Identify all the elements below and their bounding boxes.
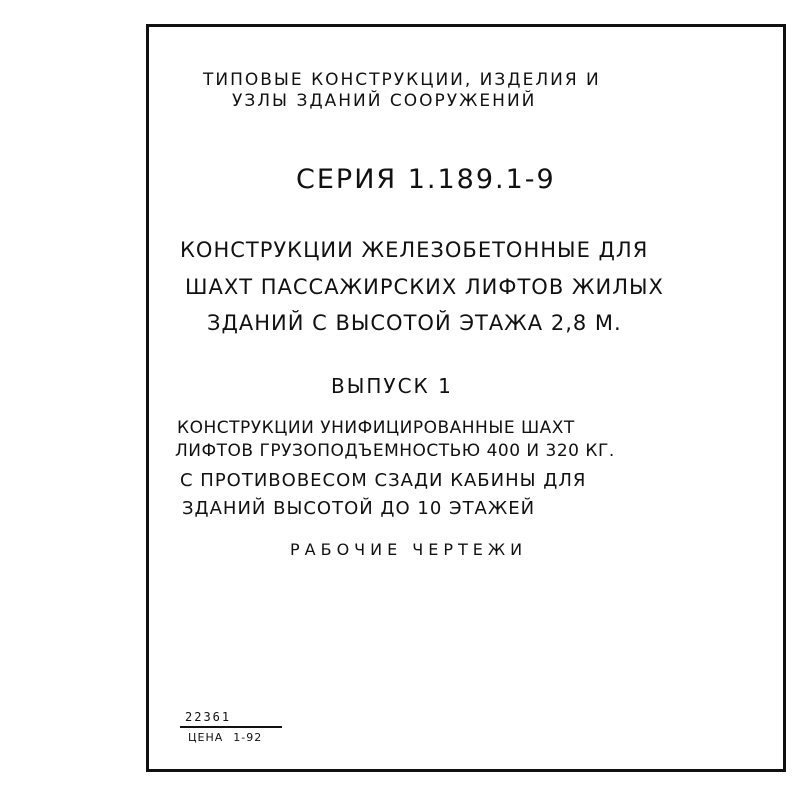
stamp-underline	[180, 726, 282, 728]
header-line-1: ТИПОВЫЕ КОНСТРУКЦИИ, ИЗДЕЛИЯ И	[203, 70, 601, 90]
price-value: 1-92	[233, 731, 263, 744]
subtitle-line-1: КОНСТРУКЦИИ УНИФИЦИРОВАННЫЕ ШАХТ	[177, 418, 575, 438]
stamp-number: 22361	[185, 710, 232, 724]
title-sheet-frame	[146, 24, 786, 772]
subtitle-line-3: С ПРОТИВОВЕСОМ СЗАДИ КАБИНЫ ДЛЯ	[180, 470, 587, 491]
title-line-2: ШАХТ ПАССАЖИРСКИХ ЛИФТОВ ЖИЛЫХ	[185, 275, 664, 299]
issue-number: ВЫПУСК 1	[331, 374, 453, 398]
price-label: ЦЕНА	[188, 731, 224, 744]
subtitle-line-4: ЗДАНИЙ ВЫСОТОЙ ДО 10 ЭТАЖЕЙ	[182, 498, 536, 519]
document-type: РАБОЧИЕ ЧЕРТЕЖИ	[290, 540, 528, 559]
series-number: СЕРИЯ 1.189.1-9	[296, 164, 556, 195]
title-line-3: ЗДАНИЙ С ВЫСОТОЙ ЭТАЖА 2,8 М.	[207, 311, 622, 335]
header-line-2: УЗЛЫ ЗДАНИЙ СООРУЖЕНИЙ	[232, 91, 537, 111]
subtitle-line-2: ЛИФТОВ ГРУЗОПОДЪЕМНОСТЬЮ 400 И 320 КГ.	[175, 441, 615, 461]
title-line-1: КОНСТРУКЦИИ ЖЕЛЕЗОБЕТОННЫЕ ДЛЯ	[180, 238, 649, 262]
stamp-price	[188, 731, 262, 744]
